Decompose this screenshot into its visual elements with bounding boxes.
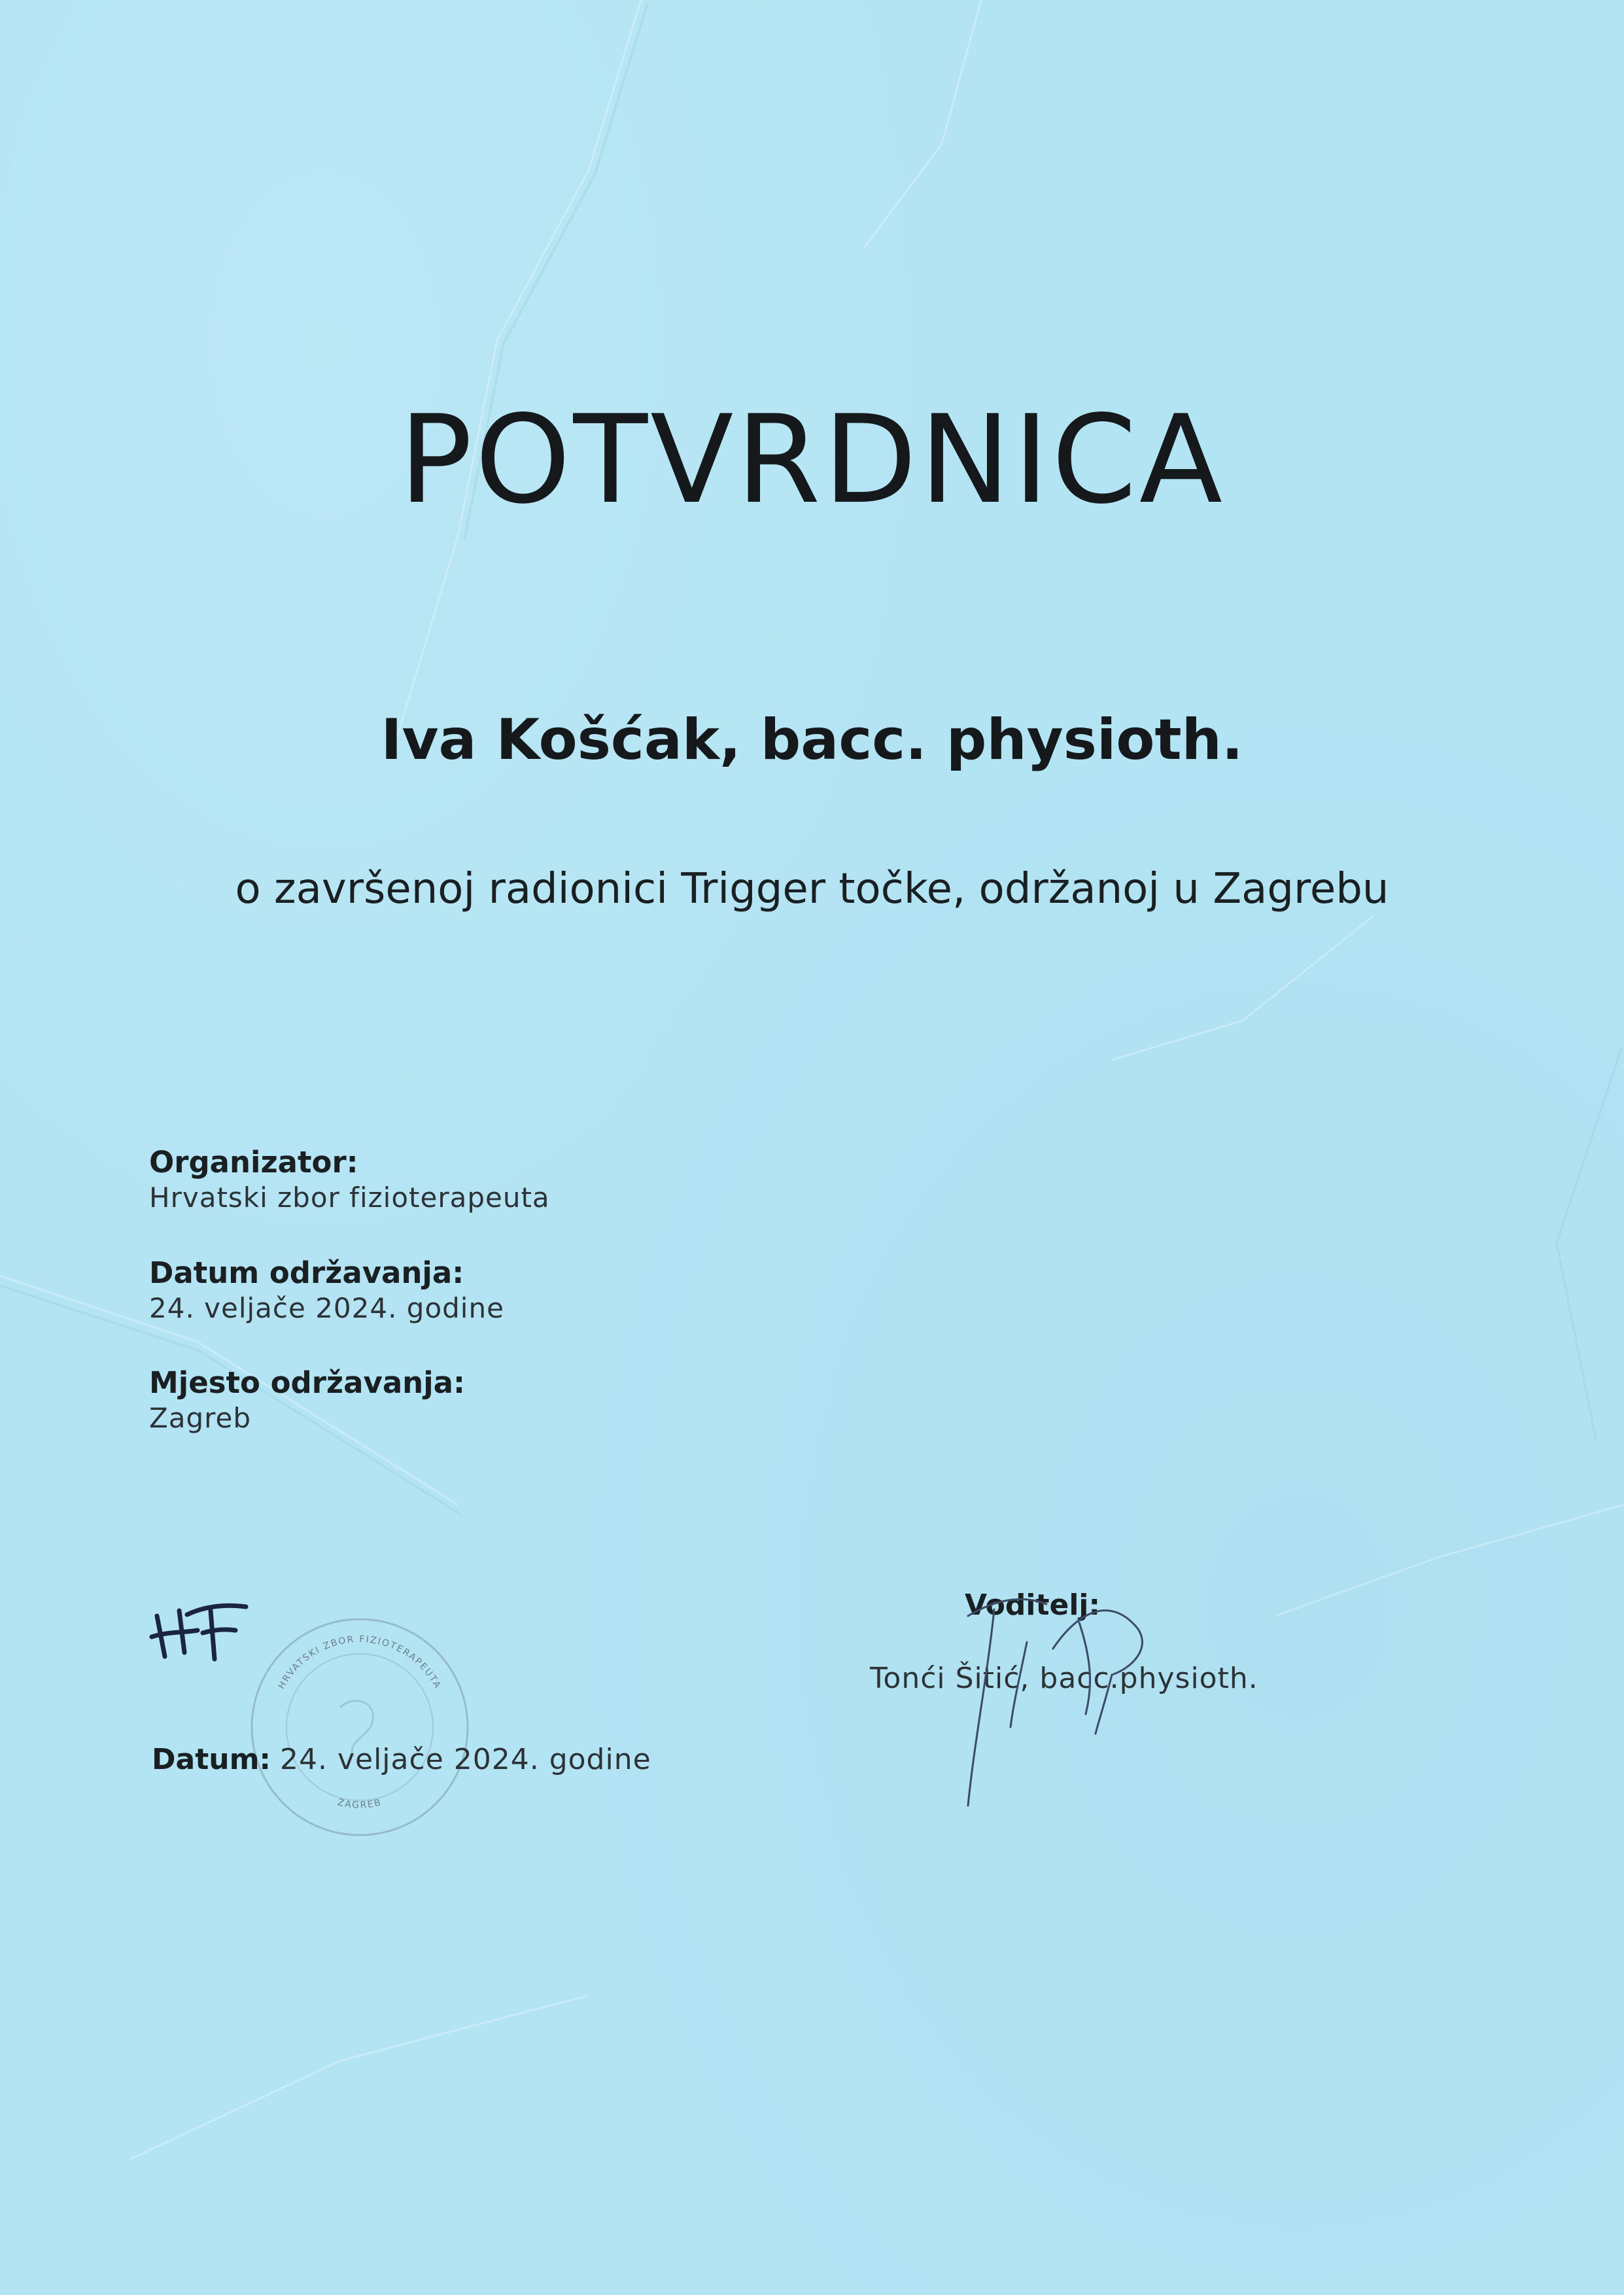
location-block (149, 1365, 934, 1437)
recipient-name: Iva Košćak, bacc. physioth. (381, 707, 1243, 773)
leader-label: Voditelj: (965, 1588, 1101, 1622)
handwritten-initials (148, 1596, 252, 1668)
stamp-text-bottom: ZAGREB (336, 1797, 383, 1811)
details-section (149, 1145, 934, 1476)
leader-name: Tonći Šitić, bacc.physioth. (870, 1662, 1258, 1695)
issue-date-label: Datum: (152, 1743, 271, 1776)
issue-date-value: 24. veljače 2024. godine (280, 1743, 651, 1776)
event-date-label: Datum održavanja: (149, 1255, 464, 1290)
issue-date (152, 1743, 651, 1776)
organizer-label: Organizator: (149, 1145, 358, 1180)
organization-stamp (242, 1609, 477, 1845)
stamp-text-top: HRVATSKI ZBOR FIZIOTERAPEUTA (276, 1634, 443, 1691)
organizer-block (149, 1145, 934, 1216)
location-label: Mjesto održavanja: (149, 1365, 466, 1401)
organizer-value: Hrvatski zbor fizioterapeuta (149, 1182, 550, 1214)
handwritten-signature (896, 1570, 1210, 1819)
event-date-block (149, 1255, 934, 1327)
certificate-title: POTVRDNICA (399, 389, 1225, 531)
workshop-description: o završenoj radionici Trigger točke, održanoj u Zagrebu (235, 865, 1389, 913)
location-value: Zagreb (149, 1402, 252, 1435)
event-date-value: 24. veljače 2024. godine (149, 1291, 504, 1324)
